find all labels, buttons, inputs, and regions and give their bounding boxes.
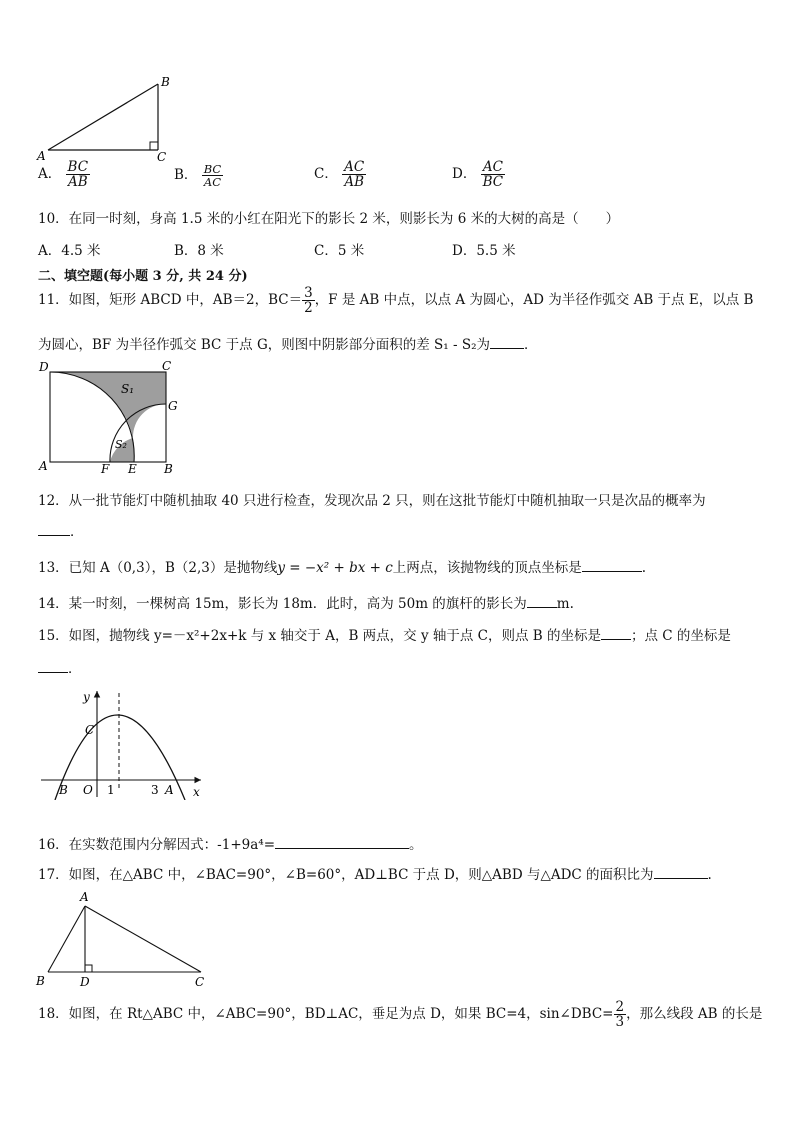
label-f: F <box>101 462 110 476</box>
q15-text-b: ；点 C 的坐标是 <box>631 628 731 644</box>
label-s1: S₁ <box>121 382 135 396</box>
fraction: $\frac{AC}{BC}$ <box>482 159 504 191</box>
q16-end: 。 <box>409 837 423 853</box>
triangle-altitude-figure <box>30 888 220 992</box>
option-letter: D． <box>452 166 477 183</box>
answer-blank[interactable] <box>490 336 524 349</box>
answer-blank[interactable] <box>527 595 557 608</box>
option-letter: C． <box>314 166 338 183</box>
q10-option-a[interactable]: A．4.5 米 <box>38 243 101 259</box>
q17-text: 17．如图，在△ABC 中，∠BAC=90°，∠B=60°，AD⊥BC 于点 D，则△ABD 与△ADC 的面积比为 <box>38 867 654 883</box>
q15-text-a: 15．如图，抛物线 y=－x²+2x+k 与 x 轴交于 A，B 两点，交 y 轴于点 C，则点 B 的坐标是 <box>38 628 602 644</box>
parabola-figure <box>35 685 215 800</box>
tick-label-3: 3 <box>151 783 159 797</box>
vertex-label-b: B <box>36 974 45 988</box>
q11-line2 <box>38 333 538 353</box>
point-label-a: A <box>165 783 174 797</box>
answer-blank[interactable] <box>275 836 409 849</box>
q9-option-d[interactable] <box>452 160 505 189</box>
answer-blank[interactable] <box>654 866 708 879</box>
q9-option-a[interactable] <box>38 160 90 189</box>
q9-option-c[interactable] <box>314 160 366 189</box>
q18-text-a: 18．如图，在 Rt△ABC 中，∠ABC=90°，BD⊥AC，垂足为点 D，如果 BC=4，sin∠DBC= <box>38 1006 614 1023</box>
q13-end: . <box>641 560 647 576</box>
origin-label: O <box>83 783 93 797</box>
q11-text-a: 11．如图，矩形 ABCD 中，AB＝2，BC＝ <box>38 292 303 309</box>
rectangle-arc-figure <box>35 358 185 476</box>
q11-line1 <box>38 286 753 315</box>
section-title: 二、填空题(每小题 3 分, 共 24 分) <box>38 269 248 284</box>
q12-line2 <box>38 520 84 540</box>
axis-label-x: x <box>193 785 200 799</box>
q14-end: m. <box>556 596 574 612</box>
label-d: D <box>39 360 49 374</box>
axis-label-y: y <box>83 690 90 704</box>
vertex-label-d: D <box>80 975 90 989</box>
q17-end: . <box>707 867 712 883</box>
q13-question <box>38 556 646 576</box>
answer-blank[interactable] <box>38 660 68 673</box>
vertex-label-a: A <box>80 890 89 904</box>
q9-option-b[interactable] <box>174 163 223 188</box>
q10-option-b[interactable]: B．8 米 <box>174 243 224 259</box>
q10-option-c[interactable]: C．5 米 <box>314 243 365 259</box>
point-label-b: B <box>59 783 68 797</box>
answer-blank[interactable] <box>601 627 631 640</box>
fraction: $\frac{3}{2}$ <box>304 285 313 317</box>
q13-text-b: 上两点，该抛物线的顶点坐标是 <box>392 560 582 576</box>
option-letter: A． <box>38 166 62 183</box>
vertex-label-a: A <box>37 149 46 163</box>
q18-text-b: ，那么线段 AB 的长是 <box>626 1006 763 1023</box>
point-label-c: C <box>85 723 95 737</box>
q15-end: ． <box>68 661 82 677</box>
vertex-label-b: B <box>161 75 170 89</box>
fraction: $\frac{BC}{AC}$ <box>203 162 222 190</box>
q12-end: ． <box>70 524 84 540</box>
label-c: C <box>162 359 172 373</box>
label-a: A <box>39 459 48 473</box>
q10-question: 10．在同一时刻，身高 1.5 米的小红在阳光下的影长 2 米，则影长为 6 米的大树的高是（ ） <box>38 211 620 227</box>
q12-line1: 12．从一批节能灯中随机抽取 40 只进行检查，发现次品 2 只，则在这批节能灯中随机抽取一只是次品的概率为 <box>38 493 706 509</box>
q11-text-b: ，F 是 AB 中点，以点 A 为圆心，AD 为半径作弧交 AB 于点 E，以点 B <box>314 292 754 309</box>
q18-question <box>38 1000 762 1029</box>
label-s2: S₂ <box>115 438 127 451</box>
q14-question <box>38 592 574 612</box>
q15-line1 <box>38 624 731 644</box>
q11-end: ． <box>524 337 538 353</box>
fraction: $\frac{AC}{AB}$ <box>344 159 365 191</box>
q10-option-d[interactable]: D．5.5 米 <box>452 243 516 259</box>
label-b: B <box>164 462 173 476</box>
q17-question <box>38 863 712 883</box>
fraction: $\frac{2}{3}$ <box>615 999 625 1031</box>
tick-label-1: 1 <box>107 783 115 797</box>
answer-blank[interactable] <box>38 523 70 536</box>
q15-line2 <box>38 657 82 677</box>
option-letter: B． <box>174 167 198 184</box>
q11-text-c: 为圆心，BF 为半径作弧交 BC 于点 G，则图中阴影部分面积的差 S₁ - S₂为 <box>38 337 490 353</box>
q16-text: 16．在实数范围内分解因式：-1+9a⁴= <box>38 837 276 853</box>
parabola-formula: y = −x² + bx + c <box>277 560 393 576</box>
q16-question <box>38 833 423 853</box>
q13-text-a: 13．已知 A（0,3），B（2,3）是抛物线 <box>38 560 278 576</box>
triangle-figure-q9 <box>30 70 180 165</box>
fraction: $\frac{BC}{AB}$ <box>67 159 89 191</box>
q14-text: 14．某一时刻，一棵树高 15m，影长为 18m．此时，高为 50m 的旗杆的影长为 <box>38 596 527 612</box>
label-e: E <box>128 462 137 476</box>
vertex-label-c: C <box>195 975 205 989</box>
label-g: G <box>168 399 178 413</box>
answer-blank[interactable] <box>582 559 642 572</box>
vertex-label-c: C <box>157 150 167 164</box>
